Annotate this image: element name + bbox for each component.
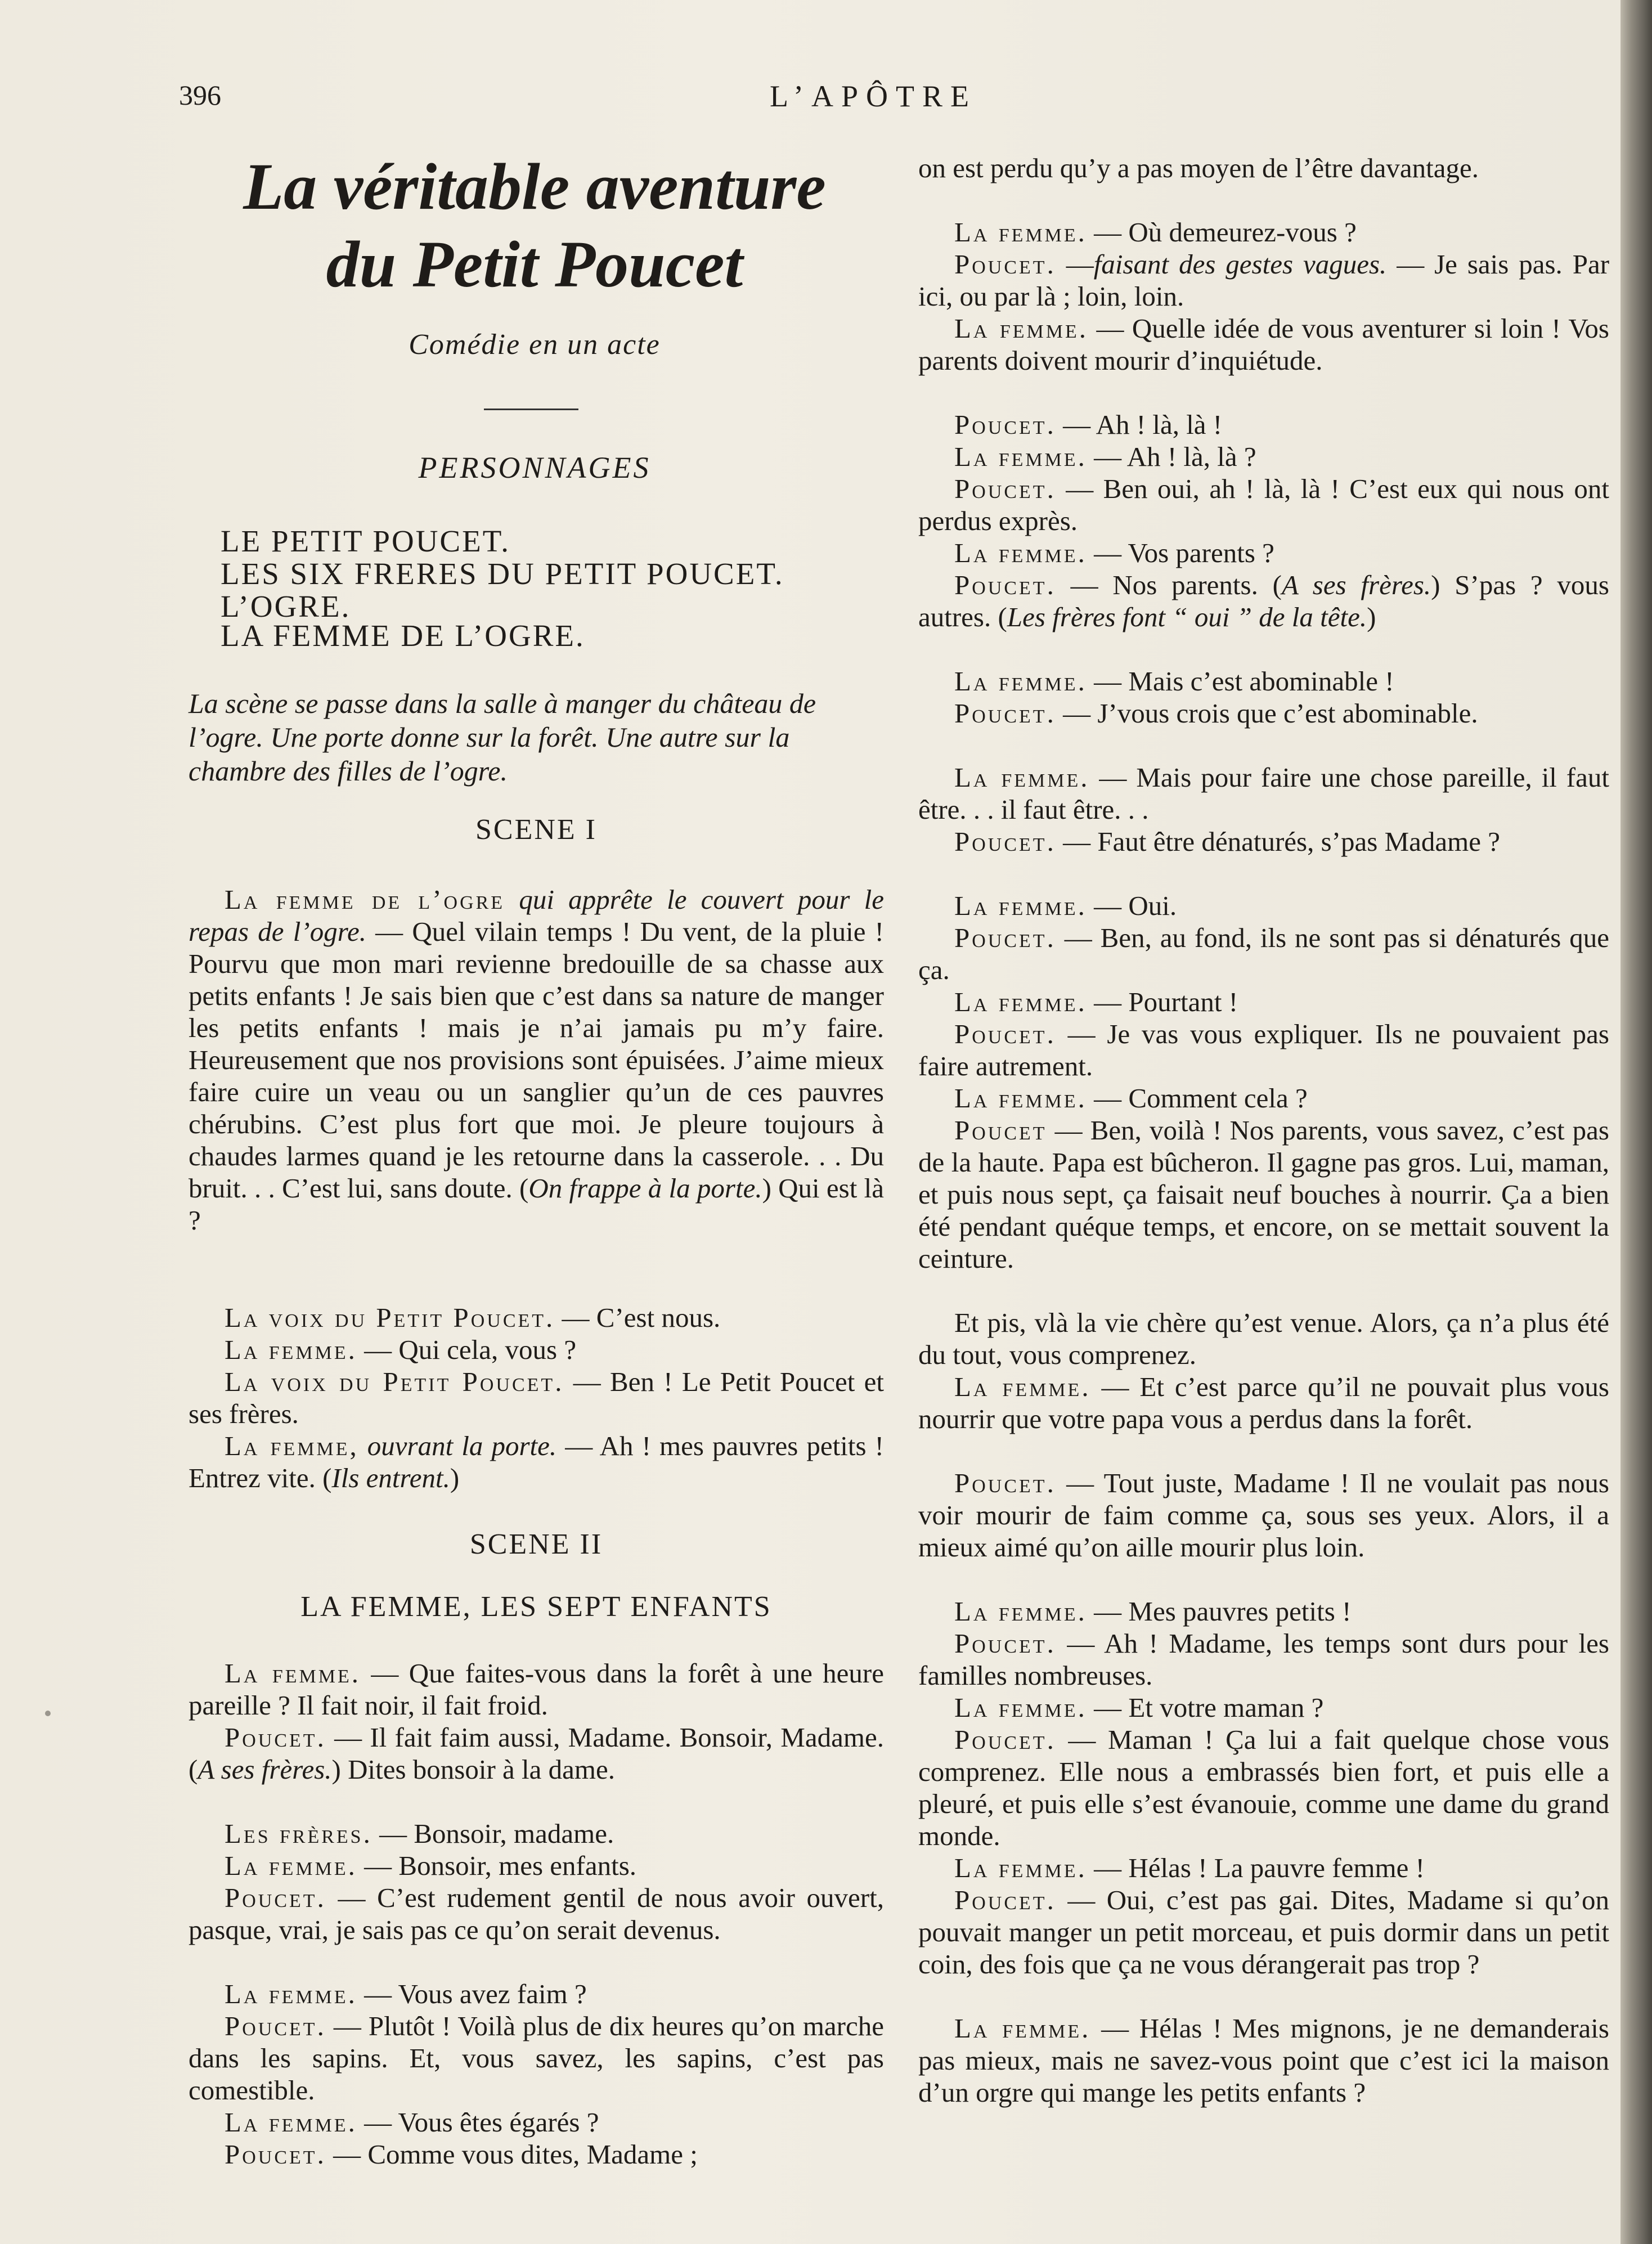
line-text: — Mais c’est abominable ! xyxy=(1087,666,1394,697)
speaker: La femme. xyxy=(225,1334,357,1365)
dialogue-line xyxy=(188,2010,884,2106)
speaker: La femme de l’ogre xyxy=(225,884,505,915)
dialogue-line xyxy=(918,216,1609,248)
line-text: ) xyxy=(450,1462,460,1493)
subtitle: Comédie en un acte xyxy=(408,329,661,361)
speaker: Poucet. xyxy=(954,698,1056,729)
speaker: Poucet. xyxy=(954,1467,1056,1498)
line-text: — Hélas ! Mes mignons, je ne demanderais pas mieux, mais ne savez-vous point que c’est ici la maison d’un orgre qui mange les petits enfants ? xyxy=(918,2013,1609,2108)
personnages-heading: PERSONNAGES xyxy=(418,451,651,484)
dialogue-line xyxy=(918,922,1609,986)
speaker: Poucet. xyxy=(954,922,1056,953)
character-item: LA FEMME DE L’OGRE. xyxy=(221,618,585,653)
dialogue-line xyxy=(188,1334,884,1366)
line-text: — Mes pauvres petits ! xyxy=(1087,1596,1352,1627)
dialogue-line xyxy=(188,2138,884,2170)
dialogue-line xyxy=(918,441,1609,473)
speaker: Poucet. xyxy=(225,1722,326,1753)
speaker: Poucet. xyxy=(954,1724,1056,1755)
stage-direction: A ses frères. xyxy=(197,1754,332,1785)
stage-direction: Ils entrent. xyxy=(331,1462,450,1493)
title-rule xyxy=(484,409,578,410)
dialogue-line xyxy=(188,1978,884,2010)
speaker: Poucet. xyxy=(954,826,1056,857)
title-line-2: du Petit Poucet xyxy=(326,227,743,301)
stage-direction: ouvrant la porte. xyxy=(358,1430,557,1461)
speaker: La femme. xyxy=(954,313,1089,344)
line-text: — Oui. xyxy=(1087,890,1177,921)
dialogue-line xyxy=(918,2012,1609,2108)
speaker: La femme. xyxy=(954,217,1087,248)
stage-direction: Les frères font “ oui ” de la tête. xyxy=(1007,602,1367,632)
speaker: La femme. xyxy=(225,1658,361,1689)
line-text: — Il fait faim aussi, Madame. Bonsoir, Madame. ( xyxy=(188,1722,884,1785)
stage-direction: On frappe à la porte. xyxy=(528,1173,762,1204)
dialogue-line xyxy=(918,248,1609,312)
line-text: — J’vous crois que c’est abominable. xyxy=(1056,698,1478,729)
line-text: — Bonsoir, mes enfants. xyxy=(357,1850,637,1881)
dialogue-line xyxy=(188,1657,884,1721)
speaker: La femme. xyxy=(954,537,1087,568)
line-text: — Et c’est parce qu’il ne pouvait plus vous nourrir que votre papa vous a perdus dans la forêt. xyxy=(918,1371,1609,1434)
line-text: — Oui, c’est pas gai. Dites, Madame si qu’on pouvait manger un petit morceau, et puis dormir dans un petit coin, des fois que ça ne vous dérangerait pas trop ? xyxy=(918,1884,1609,1980)
line-text: — Vous avez faim ? xyxy=(357,1978,587,2009)
speaker: Les frères. xyxy=(225,1818,372,1849)
speaker: Poucet. xyxy=(225,2139,326,2170)
line-text: — Ben ! Le Petit Poucet et ses frères. xyxy=(188,1366,884,1429)
line-text: — Plutôt ! Voilà plus de dix heures qu’on marche dans les sapins. Et, vous savez, les sapins, c’est pas comestible. xyxy=(188,2010,884,2106)
speaker: Poucet. xyxy=(954,249,1056,280)
running-title: L’APÔTRE xyxy=(770,79,977,113)
dialogue-line xyxy=(918,1371,1609,1435)
character-item: LE PETIT POUCET. xyxy=(221,524,510,558)
stage-direction: A ses frères. xyxy=(1281,569,1431,600)
line-text: — Quel vilain temps ! Du vent, de la pluie ! Pourvu que mon mari revienne bredouille de sa chasse aux petits enfants ! Je sais bien que c’est dans sa nature de manger les petits enfants ! mais je n’ai jamais pu m’y faire. Heureusement que nos provisions sont épuisées. J’aime mieux faire cuire un veau ou un sanglier qu’un de ces pauvres chérubins. C’est plus fort que moi. Je pleure toujours à chaudes larmes quand je les retourne dans la casserole. . . Du bruit. . . C’est lui, sans doute. ( xyxy=(188,916,885,1204)
scene-heading: SCENE I xyxy=(475,814,597,846)
speaker: La femme. xyxy=(954,762,1090,793)
dialogue-line xyxy=(918,986,1609,1018)
speaker: La voix du Petit Poucet. xyxy=(225,1302,555,1333)
line-text: — Ah ! là, là ? xyxy=(1087,441,1256,472)
speaker: La femme. xyxy=(954,1852,1087,1883)
speaker: La femme. xyxy=(954,1692,1087,1723)
dialogue-line xyxy=(918,665,1609,697)
line-text: — Hélas ! La pauvre femme ! xyxy=(1087,1852,1425,1883)
dialogue-line xyxy=(188,1366,884,1430)
scene-setting: La scène se passe dans la salle à manger du château de l’ogre. Une porte donne sur la forêt. Une autre sur la chambre des filles de l’ogre. xyxy=(188,688,816,787)
dialogue-line xyxy=(918,1018,1609,1082)
dialogue-line xyxy=(918,697,1609,729)
dialogue-line xyxy=(918,312,1609,376)
page-number: 396 xyxy=(179,79,221,111)
character-item: LES SIX FRERES DU PETIT POUCET. xyxy=(221,556,784,591)
line-text: on est perdu qu’y a pas moyen de l’être davantage. xyxy=(918,152,1479,183)
speaker: La femme. xyxy=(225,1850,357,1881)
speaker: La femme. xyxy=(954,2013,1091,2044)
line-text: — Et votre maman ? xyxy=(1087,1692,1324,1723)
book-spine-shadow xyxy=(1620,0,1652,2244)
line-text: ) Dites bonsoir à la dame. xyxy=(331,1754,615,1785)
stage-direction: qui apprête le couvert pour le repas de l’ogre. xyxy=(188,884,885,947)
dialogue-line xyxy=(918,1724,1609,1852)
speaker: La femme. xyxy=(954,1083,1087,1114)
speaker: La femme. xyxy=(225,2107,357,2138)
dialogue-line xyxy=(918,537,1609,569)
dialogue-line xyxy=(918,1595,1609,1627)
speaker: La femme. xyxy=(954,1596,1087,1627)
line-text: — Comme vous dites, Madame ; xyxy=(326,2139,698,2170)
dialogue-line xyxy=(188,1430,884,1494)
dialogue-line xyxy=(918,1884,1609,1980)
dialogue-line xyxy=(188,883,884,1236)
speaker: La femme, xyxy=(225,1430,359,1461)
dialogue-line xyxy=(918,1082,1609,1114)
character-item: L’OGRE. xyxy=(221,589,351,623)
speaker: La femme. xyxy=(225,1978,357,2009)
speaker: La femme. xyxy=(954,441,1087,472)
line-text: — xyxy=(1056,249,1094,280)
line-text: — C’est nous. xyxy=(555,1302,721,1333)
speaker: La femme. xyxy=(954,986,1087,1017)
dialogue-line xyxy=(918,1307,1609,1371)
dialogue-line xyxy=(918,409,1609,441)
dialogue-line xyxy=(918,1114,1609,1274)
speaker: Poucet xyxy=(954,1115,1047,1146)
line-text: — Tout juste, Madame ! Il ne voulait pas nous voir mourir de faim comme ça, sous ses yeux. Alors, il a mieux aimé qu’on aille mourir plus loin. xyxy=(918,1467,1609,1563)
speaker: Poucet. xyxy=(954,1628,1056,1659)
dialogue-line xyxy=(918,569,1609,633)
line-text: — Ah ! mes pauvres petits ! Entrez vite. ( xyxy=(188,1430,884,1493)
speaker: La voix du Petit Poucet. xyxy=(225,1366,564,1397)
line-text: — Vous êtes égarés ? xyxy=(357,2107,599,2138)
line-text: — Je sais pas. Par ici, ou par là ; loin, loin. xyxy=(918,249,1610,312)
title-line-1: La véritable aventure xyxy=(243,150,826,223)
dialogue-line xyxy=(918,152,1609,184)
line-text: — Ah ! Madame, les temps sont durs pour les familles nombreuses. xyxy=(918,1628,1609,1691)
speaker: La femme. xyxy=(954,890,1087,921)
stage-direction: faisant des gestes vagues. xyxy=(1093,249,1387,280)
dialogue-line xyxy=(188,2106,884,2138)
speaker: Poucet. xyxy=(954,1884,1056,1915)
line-text: — Pourtant ! xyxy=(1087,986,1238,1017)
line-text: ) xyxy=(1367,602,1376,632)
line-text: — Que faites-vous dans la forêt à une heure pareille ? Il fait noir, il fait froid. xyxy=(188,1658,884,1721)
dialogue-line xyxy=(918,890,1609,922)
line-text: — Quelle idée de vous aventurer si loin ! Vos parents doivent mourir d’inquiétude. xyxy=(918,313,1609,376)
dialogue-line xyxy=(188,1301,884,1334)
speaker: Poucet. xyxy=(954,1018,1056,1049)
speaker: Poucet. xyxy=(225,2010,326,2041)
line-text: — Mais pour faire une chose pareille, il faut être. . . il faut être. . . xyxy=(918,762,1609,825)
line-text: — Ben, voilà ! Nos parents, vous savez, c’est pas de la haute. Papa est bûcheron. Il gagne pas gros. Lui, maman, et puis nous sept, ça faisait neuf bouches à nourrir. Ça a bien été pendant quéque temps, et encore, on se mettait souvent la ceinture. xyxy=(918,1115,1609,1274)
line-text: — C’est rudement gentil de nous avoir ouvert, pasque, vrai, je sais pas ce qu’on serait devenus. xyxy=(188,1882,884,1945)
speaker: Poucet. xyxy=(954,409,1056,440)
scene-heading: SCENE II xyxy=(469,1528,603,1560)
dialogue-line xyxy=(918,473,1609,537)
line-text: ) S’pas ? vous autres. ( xyxy=(918,569,1610,632)
speaker: La femme. xyxy=(954,666,1087,697)
dialogue-line xyxy=(188,1721,884,1785)
paper-speck xyxy=(45,1711,51,1716)
line-text: — Comment cela ? xyxy=(1087,1083,1308,1114)
dialogue-line xyxy=(918,1467,1609,1563)
dialogue-line xyxy=(918,1852,1609,1884)
line-text: — Ben oui, ah ! là, là ! C’est eux qui nous ont perdus exprès. xyxy=(918,473,1609,536)
line-text: — Je vas vous expliquer. Ils ne pouvaient pas faire autrement. xyxy=(918,1018,1609,1081)
line-text: ) Qui est là ? xyxy=(188,1173,884,1236)
dialogue-line xyxy=(918,1627,1609,1691)
line-text: — Bonsoir, madame. xyxy=(372,1818,614,1849)
dialogue-line xyxy=(188,1882,884,1946)
dialogue-line xyxy=(918,1691,1609,1724)
scene-characters: LA FEMME, LES SEPT ENFANTS xyxy=(300,1591,772,1623)
dialogue-line xyxy=(918,825,1609,858)
line-text: — Où demeurez-vous ? xyxy=(1087,217,1357,248)
line-text: Et pis, vlà la vie chère qu’est venue. Alors, ça n’a plus été du tout, vous comprenez. xyxy=(918,1307,1609,1370)
dialogue-line xyxy=(188,1817,884,1850)
speaker: Poucet. xyxy=(225,1882,326,1913)
line-text: — Qui cela, vous ? xyxy=(357,1334,577,1365)
line-text: — Vos parents ? xyxy=(1087,537,1274,568)
line-text: — Nos parents. ( xyxy=(1056,569,1282,600)
speaker: La femme. xyxy=(954,1371,1091,1402)
line-text: — Ah ! là, là ! xyxy=(1056,409,1223,440)
line-text: — Ben, au fond, ils ne sont pas si dénaturés que ça. xyxy=(918,922,1609,985)
dialogue-line xyxy=(188,1850,884,1882)
line-text: — Maman ! Ça lui a fait quelque chose vous comprenez. Elle nous a embrassés bien fort, et puis elle a pleuré, et puis elle s’est évanouie, comme une dame du grand monde. xyxy=(918,1724,1609,1851)
speaker: Poucet. xyxy=(954,473,1056,504)
line-text: — Faut être dénaturés, s’pas Madame ? xyxy=(1056,826,1500,857)
dialogue-line xyxy=(918,761,1609,825)
speaker: Poucet. xyxy=(954,569,1056,600)
